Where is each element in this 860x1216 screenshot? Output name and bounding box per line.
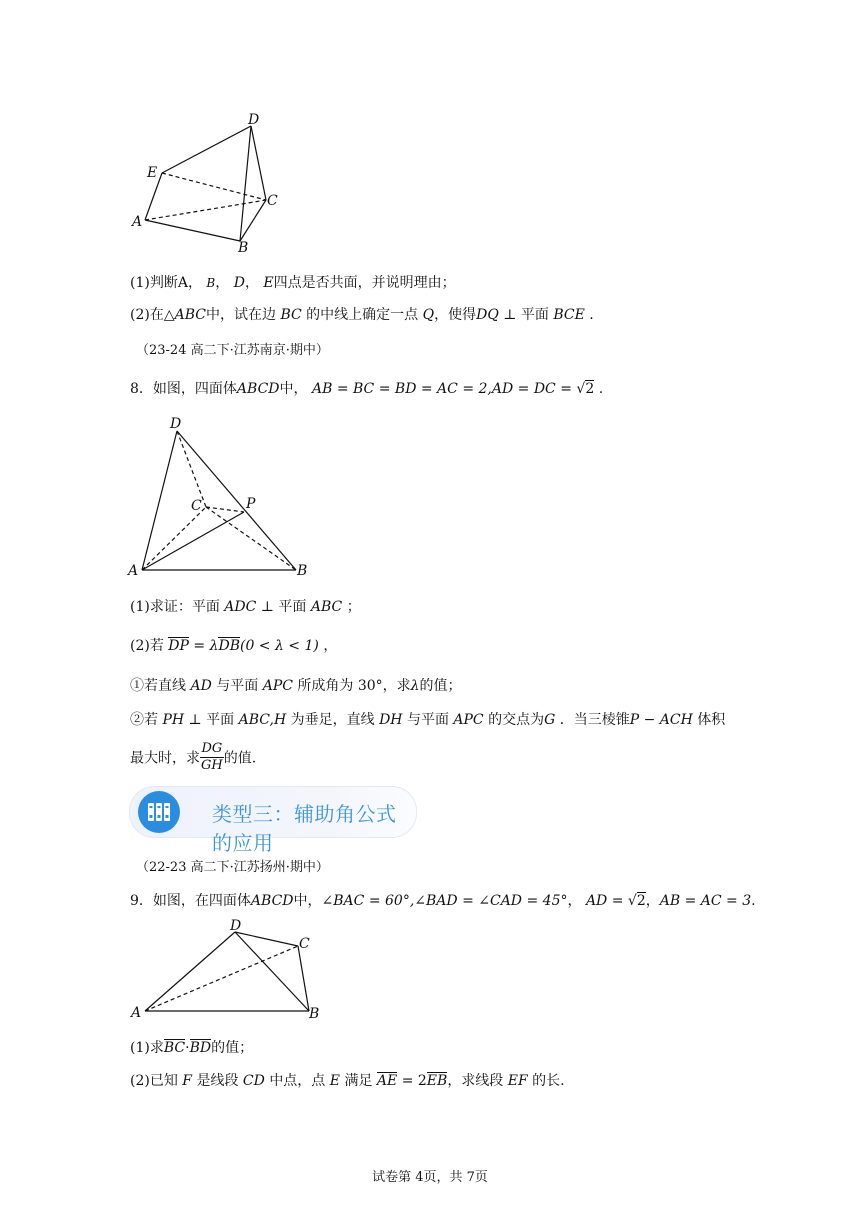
pyramid-PACH: P − ACH — [629, 712, 693, 728]
equals-2: = 2 — [397, 1073, 427, 1089]
q8-sub2b — [130, 741, 256, 774]
section-banner — [129, 786, 417, 855]
plane-ADC: ADC — [224, 599, 257, 615]
edge-DC — [251, 126, 266, 200]
edge-DA — [142, 431, 177, 570]
seg-DQ: DQ — [476, 307, 499, 323]
perp-symbol: ⊥ — [184, 712, 207, 728]
label-B: B — [297, 563, 308, 579]
edge-DB — [240, 126, 251, 241]
triangle-ABC: △ABC — [163, 307, 206, 323]
perp-symbol: ⊥ — [256, 599, 279, 615]
text: 四点是否共面，并说明理由； — [273, 275, 456, 291]
point-Q: Q — [422, 307, 435, 323]
text: 最大时，求 — [130, 750, 200, 767]
text: . — [751, 893, 756, 909]
edge-DC — [235, 932, 298, 946]
q8-part2 — [130, 635, 337, 655]
edge-AB — [145, 220, 240, 241]
label-A: A — [128, 563, 139, 579]
text: (2)若 — [130, 638, 164, 654]
plane-ABC-H: ABC,H — [238, 712, 287, 728]
text: 9．如图，在四面体 — [130, 893, 251, 909]
edge-DB — [235, 932, 309, 1011]
books-icon — [138, 791, 180, 833]
point-E: E — [329, 1073, 340, 1089]
label-E: E — [147, 165, 158, 181]
text: ②若 — [130, 712, 158, 728]
text: ， — [187, 275, 202, 291]
label-A: A — [131, 1005, 142, 1021]
edge-AC — [145, 200, 266, 220]
text: ； — [346, 599, 361, 615]
point-A: A — [177, 275, 188, 291]
plane-APC: APC — [262, 678, 293, 694]
q8-source: （23-24 高二下·江苏南京·期中） — [136, 343, 329, 358]
lambda: λ — [410, 678, 420, 694]
seg-EF: EF — [507, 1073, 528, 1089]
label-B: B — [238, 240, 249, 256]
label-C: C — [299, 936, 310, 952]
text: ， — [645, 893, 660, 909]
text: 与平面 — [216, 678, 259, 694]
text: 的值； — [211, 1040, 254, 1056]
text: ， — [323, 638, 338, 654]
section-title: 类型三：辅助角公式的应用 — [212, 802, 397, 855]
plane-APC: APC — [453, 712, 484, 728]
text: 的长. — [532, 1073, 565, 1089]
seg-PH: PH — [162, 712, 185, 728]
text: ，使得 — [434, 307, 477, 323]
q7-part2 — [130, 304, 594, 324]
text: 平面 — [206, 712, 235, 728]
fraction-den: GH — [201, 758, 223, 773]
point-B: B — [206, 276, 216, 290]
text: 体积 — [697, 712, 726, 728]
sqrt: √2 — [576, 381, 595, 397]
text: ， — [567, 893, 582, 909]
angle-conditions: ∠BAC = 60°,∠BAD = ∠CAD = 45° — [321, 893, 568, 909]
label-A: A — [132, 214, 143, 230]
tetra-name: ABCD — [236, 381, 280, 397]
text: ， — [244, 275, 259, 291]
edge-AP — [142, 512, 244, 570]
text: . — [598, 381, 604, 397]
text: 平面 — [520, 307, 549, 323]
sqrt-radicand: 2 — [636, 893, 646, 909]
text: 的值； — [419, 678, 462, 694]
vector-DB: DB — [218, 638, 240, 654]
text: (1)求证：平面 — [130, 599, 220, 615]
point-G: G — [544, 712, 556, 728]
q8-sub1 — [130, 675, 462, 695]
text: ，求线段 — [447, 1073, 504, 1089]
text: 中， — [293, 893, 322, 909]
fraction-num: DG — [201, 741, 223, 756]
text: . — [589, 307, 594, 323]
q9-stem — [130, 890, 756, 910]
text: 为垂足，直线 — [290, 712, 375, 728]
text: 的交点为 — [488, 712, 545, 728]
text: (2)在 — [130, 307, 164, 323]
tetra-name: ABCD — [250, 893, 294, 909]
edge-CB — [206, 507, 296, 570]
figure-q9-tetrahedron — [125, 916, 330, 1026]
q8-sub2 — [130, 709, 725, 729]
page-footer: 试卷第 4页，共 7页 — [372, 1170, 488, 1185]
sqrt: √2 — [627, 893, 646, 909]
text: 是线段 — [196, 1073, 239, 1089]
length-AD: AD = — [585, 893, 628, 909]
text: 的中线上确定一点 — [306, 307, 419, 323]
vector-DP: DP — [168, 638, 189, 654]
lambda-range: (0 < λ < 1) — [239, 638, 319, 654]
q7-part1 — [130, 272, 456, 292]
sqrt-radicand: 2 — [585, 381, 595, 397]
text: 与平面 — [406, 712, 449, 728]
text: 的值. — [223, 750, 257, 767]
text: 平面 — [278, 599, 307, 615]
length-AB-AC: AB = AC = 3 — [659, 893, 752, 909]
condition: AB = BC = BD = AC = 2,AD = DC = — [311, 381, 577, 397]
fraction-DG-GH — [200, 741, 224, 774]
perp-symbol: ⊥ — [498, 307, 521, 323]
line-AD: AD — [190, 678, 212, 694]
text: 所成角为 30°，求 — [297, 678, 411, 694]
text: (1)求 — [130, 1040, 164, 1056]
seg-CD: CD — [242, 1073, 265, 1089]
text: (1)判断 — [130, 275, 178, 291]
text: 中点，点 — [269, 1073, 326, 1089]
edge-ED — [162, 126, 251, 173]
vector-BC: BC — [163, 1040, 186, 1056]
edge-AD — [145, 932, 235, 1011]
figure-q7-pyramid — [125, 108, 295, 258]
q8-part1 — [130, 596, 361, 616]
label-D: D — [230, 918, 242, 934]
vector-AE: AE — [376, 1073, 398, 1089]
equals-lambda: = λ — [188, 638, 219, 654]
point-D: D — [233, 275, 245, 291]
edge-DC — [177, 431, 206, 507]
text: 中， — [279, 381, 308, 397]
q8-stem — [130, 378, 603, 398]
text: ①若直线 — [130, 678, 186, 694]
line-DH: DH — [379, 712, 403, 728]
seg-BC: BC — [280, 307, 302, 323]
label-B: B — [309, 1006, 320, 1022]
label-D: D — [170, 416, 182, 432]
figure-q8-tetrahedron — [125, 412, 320, 582]
label-C: C — [191, 498, 202, 514]
q9-part1 — [130, 1037, 253, 1057]
edge-EC — [162, 173, 266, 200]
text: 8．如图，四面体 — [130, 381, 237, 397]
text: ， — [215, 275, 230, 291]
point-E: E — [263, 275, 274, 291]
point-F: F — [182, 1073, 193, 1089]
text: 中，试在边 — [205, 307, 276, 323]
dot-symbol: · — [185, 1040, 190, 1056]
label-P: P — [246, 496, 256, 512]
text: ．当三棱锥 — [559, 712, 630, 728]
q9-part2 — [130, 1070, 565, 1090]
plane-BCE: BCE — [553, 307, 585, 323]
label-D: D — [248, 112, 260, 128]
q9-source: （22-23 高二下·江苏扬州·期中） — [136, 860, 329, 875]
edge-AC — [145, 946, 298, 1011]
vector-EB: EB — [426, 1073, 448, 1089]
label-C: C — [267, 193, 278, 209]
vector-BD: BD — [189, 1040, 212, 1056]
text: 满足 — [344, 1073, 373, 1089]
plane-ABC: ABC — [310, 599, 343, 615]
text: (2)已知 — [130, 1073, 178, 1089]
